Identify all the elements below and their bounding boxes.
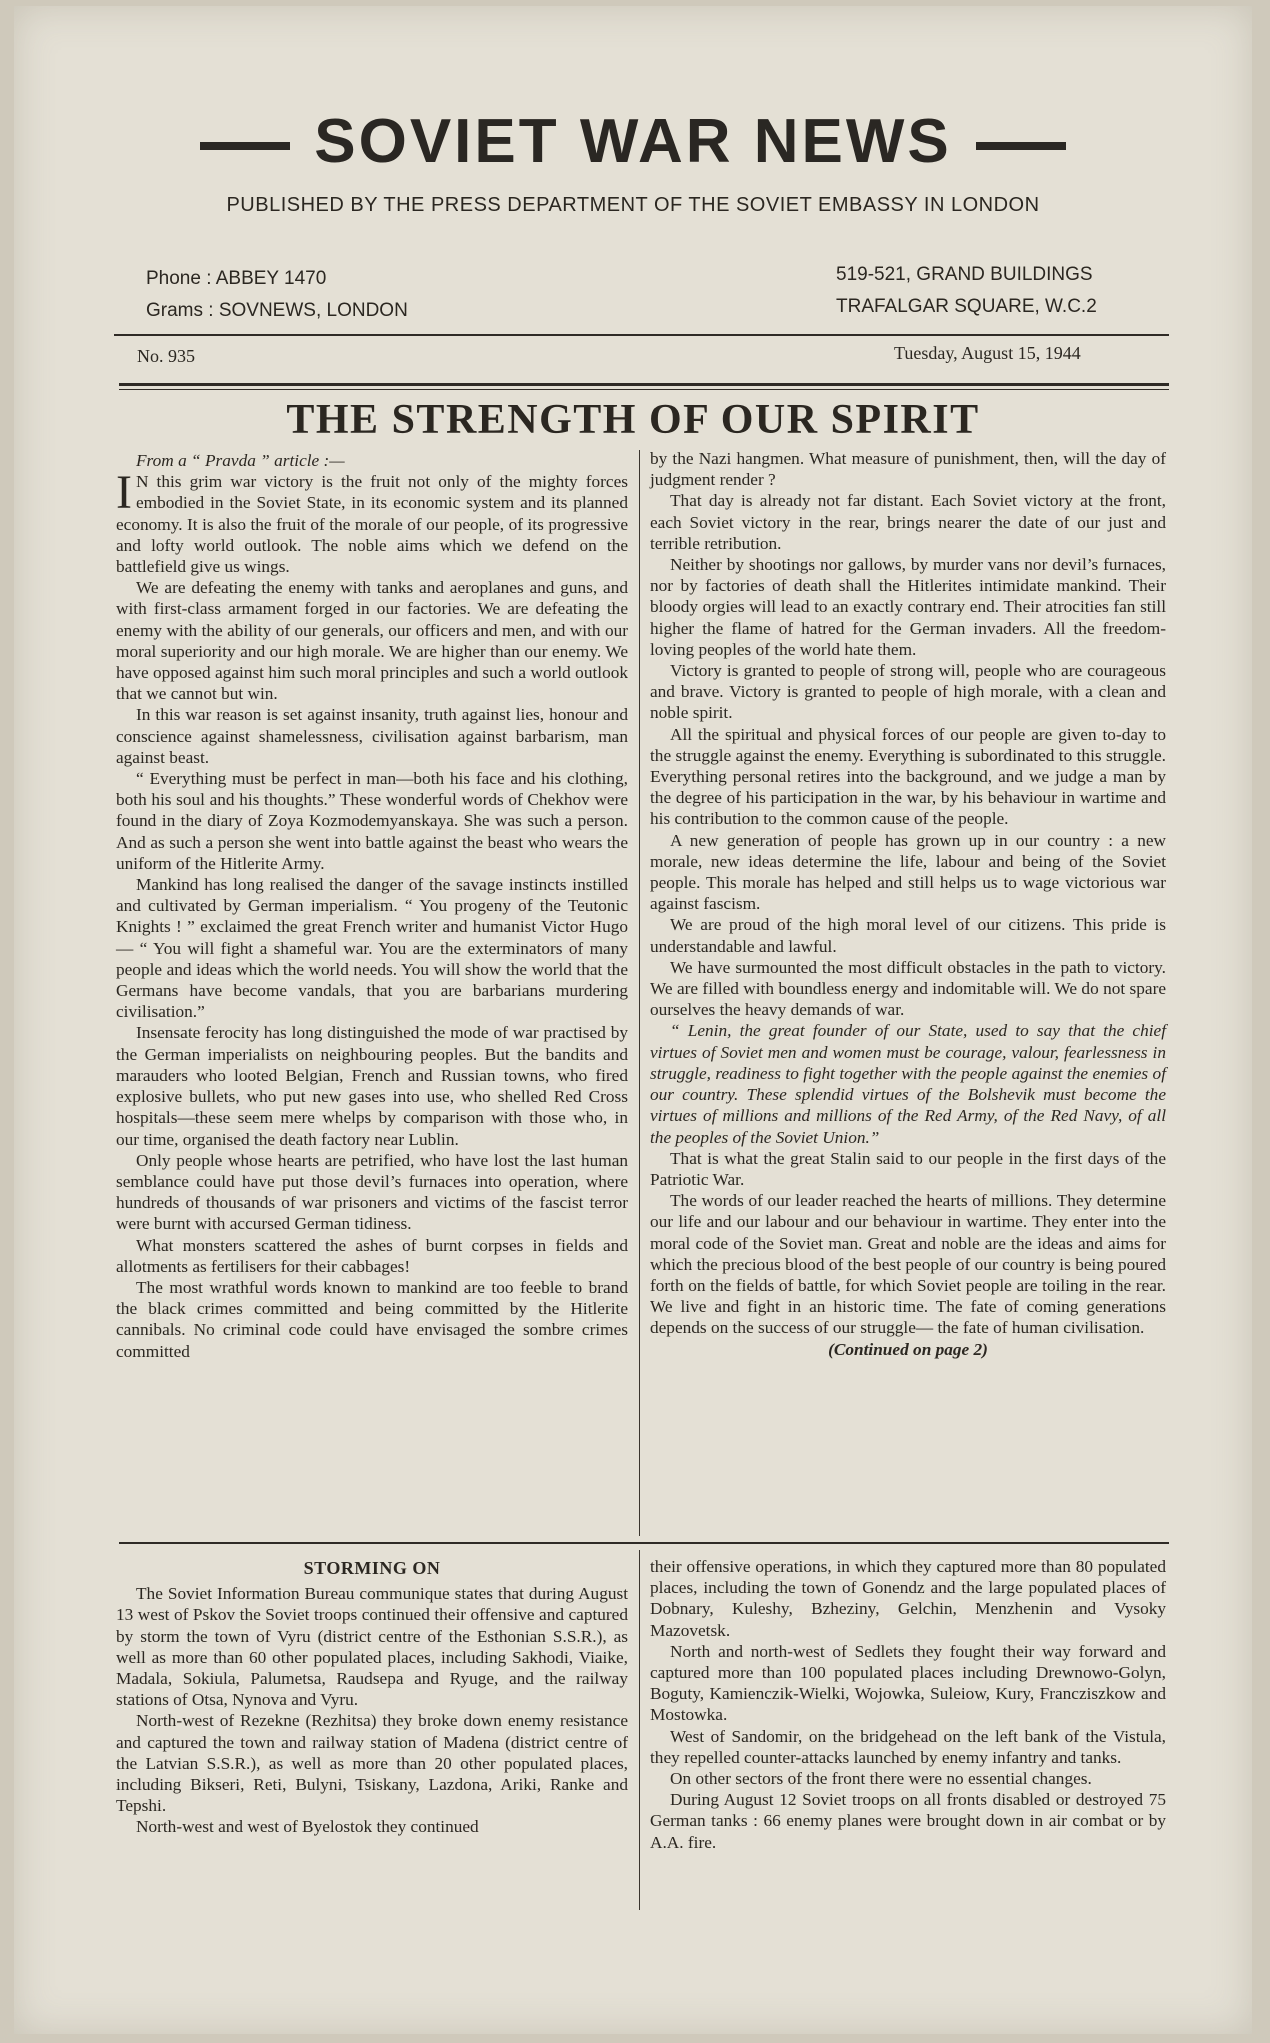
- article-paragraph: Neither by shootings nor gallows, by murder vans nor devil’s furnaces, nor by factories of death shall the Hitlerites intimidate mankind. Their bloody orgies will lead to an exactly contrary end. Their atrocities fan still higher the flame of hatred for the German invaders. All the freedom-loving peoples of the world hate them.: [650, 555, 1166, 659]
- article-paragraph: The Soviet Information Bureau communique states that during August 13 west of Pskov the Soviet troops continued their offensive and captured by storm the town of Vyru (district centre of the Esthonian S.S.R.), as well as more than 60 other populated places, including Sakhodi, Viaike, Madala, Sokiula, Palumetsa, Raudsepa and Ryuge, and the railway stations of Otsa, Nynova and Vyru.: [116, 1584, 628, 1710]
- contact-right: [836, 259, 1097, 323]
- first-paragraph-text: N this grim war victory is the fruit not only of the mighty forces embodied in the Soviet State, in its economic system and its planned economy. It is also the fruit of the morale of our people, of its progressive and lofty world outlook. The noble aims which we defend on the battlefield give us wings.: [116, 472, 628, 577]
- article-paragraph: North and north-west of Sedlets they fought their way forward and captured more than 100 populated places including Drewnowo-Golyn, Boguty, Kamienczik-Wielki, Wojowka, Suleiow, Kury, Francziszkow and Mostowka.: [650, 1641, 1166, 1725]
- address-line-2: TRAFALGAR SQUARE, W.C.2: [836, 296, 1097, 317]
- continued-notice: (Continued on page 2): [828, 1339, 988, 1359]
- newspaper-page: [14, 6, 1252, 2034]
- storming-title: STORMING ON: [303, 1558, 441, 1578]
- article-paragraph: West of Sandomir, on the bridgehead on the left bank of the Vistula, they repelled counter-attacks launched by enemy infantry and tanks.: [650, 1726, 1166, 1767]
- article-paragraph: The most wrathful words known to mankind are too feeble to brand the black crimes committed and being committed by the Hitlerite cannibals. No criminal code could have envisaged the sombre crimes committed: [116, 1277, 628, 1361]
- lead-column-2: [650, 448, 1166, 1360]
- article-paragraph: In this war reason is set against insanity, truth against lies, honour and conscience against shamelessness, civilisation against barbarism, man against beast.: [116, 705, 628, 767]
- publisher-line: PUBLISHED BY THE PRESS DEPARTMENT OF THE SOVIET EMBASSY IN LONDON: [226, 194, 1040, 216]
- article-paragraph: “ Everything must be perfect in man—both his face and his clothing, both his soul and his thoughts.” These wonderful words of Chekhov were found in the diary of Zoya Kozmodemyanskaya. She was such a person. And as such a person she went into battle against the beast who wears the uniform of the Hitlerite Army.: [116, 769, 628, 873]
- article-paragraph: We are proud of the high moral level of our citizens. This pride is understandable and lawful.: [650, 915, 1166, 956]
- phone-line: Phone : ABBEY 1470: [146, 268, 327, 289]
- masthead-dash-left: [200, 142, 290, 150]
- rule-section: [119, 1542, 1169, 1544]
- lead-first-paragraph: [116, 466, 628, 577]
- lead-headline: THE STRENGTH OF OUR SPIRIT: [286, 397, 980, 443]
- drop-cap: I: [116, 466, 132, 520]
- issue-number: No. 935: [137, 346, 195, 366]
- contact-left: [146, 263, 408, 327]
- article-paragraph: their offensive operations, in which they captured more than 80 populated places, including the town of Gonendz and the large populated places of Dobnary, Kuleshy, Bzheziny, Gelchin, Menzhenin and Vysoky Mazovetsk.: [650, 1557, 1166, 1640]
- article-paragraph: On other sectors of the front there were no essential changes.: [670, 1769, 1092, 1789]
- article-paragraph: We are defeating the enemy with tanks and aeroplanes and guns, and with first-class armament forged in our factories. We are defeating the enemy with the ability of our generals, our officers and men, and with our moral superiority and our high morale. We are higher than our enemy. We have opposed against him such moral principles and such a world outlook that we cannot but win.: [116, 578, 628, 704]
- grams-line: Grams : SOVNEWS, LONDON: [146, 300, 408, 321]
- article-paragraph: Mankind has long realised the danger of the savage instincts instilled and cultivated by German imperialism. “ You progeny of the Teutonic Knights ! ” exclaimed the great French writer and humanist Victor Hugo— “ You will fight a shameful war. You are the exterminators of many people and ideas which the world needs. You will show the world that the Germans have become vandals, that you are barbarians murdering civilisation.”: [116, 875, 628, 1022]
- masthead-title: SOVIET WAR NEWS: [314, 107, 952, 176]
- issue-date: Tuesday, August 15, 1944: [894, 343, 1081, 363]
- stalin-quote: “ Lenin, the great founder of our State, used to say that the chief virtues of Soviet men and women must be courage, valour, fearlessness in struggle, readiness to fight together with the people against the enemies of our country. These splendid virtues of the Bolshevik must become the virtues of millions and millions of the Red Army, of the Red Navy, of all the peoples of the Soviet Union.”: [650, 1021, 1166, 1147]
- article-paragraph: That day is already not far distant. Each Soviet victory at the front, each Soviet victory in the rear, brings nearer the date of our just and terrible retribution.: [650, 491, 1166, 553]
- article-paragraph: We have surmounted the most difficult obstacles in the path to victory. We are filled with boundless energy and indomitable will. We do not spare ourselves the heavy demands of war.: [650, 957, 1166, 1020]
- column-divider-storming: [639, 1550, 640, 1910]
- masthead: [14, 106, 1252, 177]
- rule-double-2: [119, 389, 1169, 390]
- article-paragraph: A new generation of people has grown up in our country : a new morale, new ideas determine the life, labour and being of the Soviet people. This morale has helped and still helps us to wage victorious war against fascism.: [650, 830, 1166, 914]
- rule-top: [114, 334, 1169, 336]
- article-paragraph: North-west and west of Byelostok they continued: [136, 1817, 479, 1837]
- address-line-1: 519-521, GRAND BUILDINGS: [836, 264, 1093, 285]
- storming-column-2: [650, 1556, 1166, 1853]
- article-paragraph: Insensate ferocity has long distinguished the mode of war practised by the German imperialists on neighbouring peoples. But the bandits and marauders who looted Belgian, French and Russian towns, who fired explosive bullets, who put new gases into use, who shelled Red Cross hospitals—these seem mere whelps by comparison with those who, in our time, organised the death factory near Lublin.: [116, 1023, 628, 1149]
- article-paragraph: That is what the great Stalin said to our people in the first days of the Patriotic War.: [650, 1148, 1166, 1189]
- article-paragraph: All the spiritual and physical forces of our people are given to-day to the struggle against the enemy. Everything is subordinated to this struggle. Everything personal retires into the background, and we judge a man by the degree of his participation in the war, by his behaviour in wartime and his contribution to the common cause of the people.: [650, 724, 1166, 829]
- article-paragraph: The words of our leader reached the hearts of millions. They determine our life and our labour and our behaviour in wartime. They enter into the moral code of the Soviet man. Great and noble are the ideas and aims for which the precious blood of the best people of our country is being poured forth on the fields of battle, for which Soviet people are toiling in the rear. We live and fight in an historic time. The fate of coming generations depends on the success of our struggle— the fate of human civilisation.: [650, 1191, 1166, 1338]
- column-divider-lead: [639, 450, 640, 1536]
- article-paragraph: by the Nazi hangmen. What measure of punishment, then, will the day of judgment render ?: [650, 449, 1166, 490]
- lead-column-1: [116, 450, 628, 1362]
- article-paragraph: During August 12 Soviet troops on all fronts disabled or destroyed 75 German tanks : 66 enemy planes were brought down in air combat or by A.A. fire.: [650, 1790, 1166, 1852]
- article-paragraph: Victory is granted to people of strong will, people who are courageous and brave. Victory is granted to people of high morale, with a clean and noble spirit.: [650, 661, 1166, 723]
- article-paragraph: What monsters scattered the ashes of burnt corpses in fields and allotments as fertilisers for their cabbages!: [116, 1235, 628, 1276]
- lead-byline: From a “ Pravda ” article :—: [136, 451, 345, 470]
- masthead-dash-right: [976, 142, 1066, 150]
- storming-column-1: [116, 1558, 628, 1838]
- article-paragraph: Only people whose hearts are petrified, who have lost the last human semblance could have put those devil’s furnaces into operation, where hundreds of thousands of war prisoners and victims of the fascist terror were burnt with accursed German tidiness.: [116, 1150, 628, 1234]
- rule-double-1: [119, 383, 1169, 386]
- article-paragraph: North-west of Rezekne (Rezhitsa) they broke down enemy resistance and captured the town and railway station of Madena (district centre of the Latvian S.S.R.), as well as more than 20 other populated places, including Bikseri, Reti, Bulyni, Tsiskany, Lazdona, Ariki, Ranke and Tepshi.: [116, 1711, 628, 1816]
